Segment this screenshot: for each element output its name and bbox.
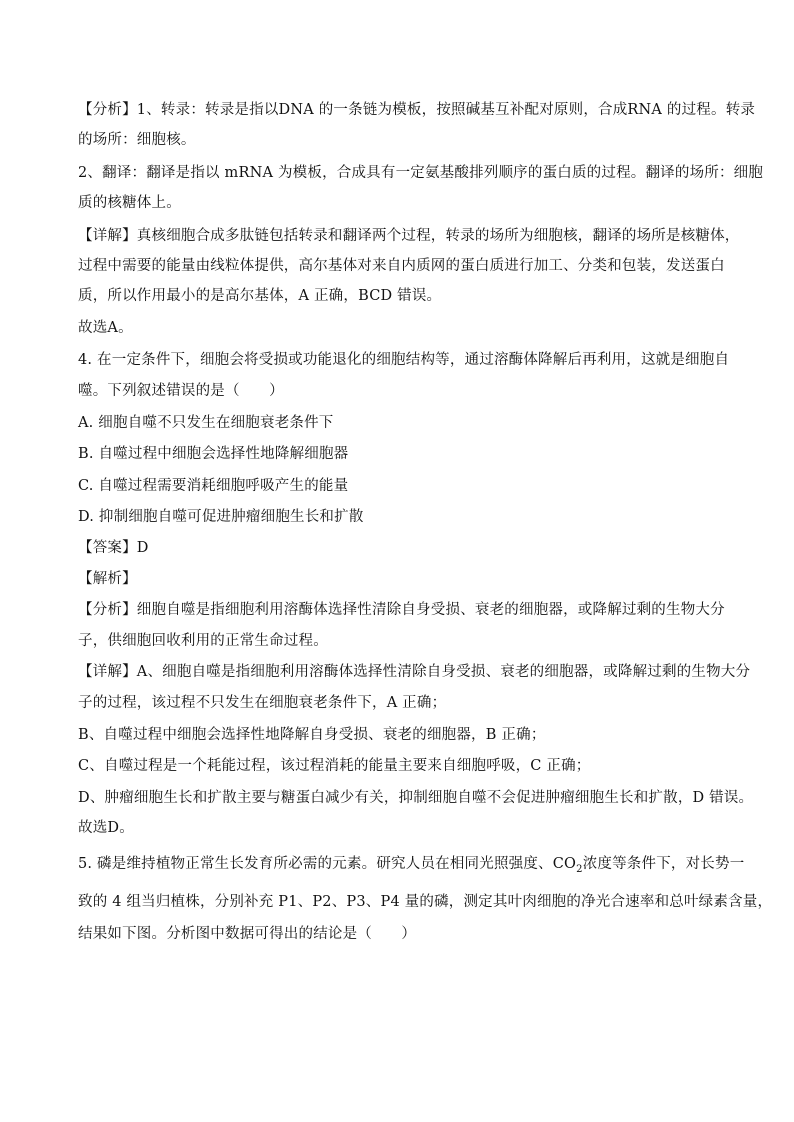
question-5-line-1-start: 5. 磷是维持植物正常生长发育所必需的元素。研究人员在相同光照强度、 [78,856,553,872]
question-4-option-a: A. 细胞自噬不只发生在细胞衰老条件下 [78,415,334,431]
analysis-translation-line-2: 质的核糖体上。 [78,195,181,211]
analysis-translation-line-1: 2、翻译：翻译是指以 mRNA 为模板，合成具有一定氨基酸排列顺序的蛋白质的过程。翻译的场所：细胞 [78,165,764,181]
question-4-stem-line-1: 4. 在一定条件下，细胞会将受损或功能退化的细胞结构等，通过溶酶体降解后再利用，这就是细胞自 [78,352,730,368]
question-4-detail-line-4: C、自噬过程是一个耗能过程，该过程消耗的能量主要来自细胞呼吸，C 正确； [78,758,591,774]
co2-formula [552,856,583,875]
question-4-detail-line-5: D、肿瘤细胞生长和扩散主要与糖蛋白减少有关，抑制细胞自噬不会促进肿瘤细胞生长和扩散，D 错误。 [78,790,754,806]
question-4-final-choice: 故选D。 [78,820,134,836]
detail-line-3: 质，所以作用最小的是高尔基体，A 正确，BCD 错误。 [78,288,442,304]
question-5-stem-line-2: 致的 4 组当归植株，分别补充 P1、P2、P3、P4 量的磷，测定其叶肉细胞的净光合速率和总叶绿素含量， [78,894,773,910]
question-4-analysis-line-2: 子，供细胞回收利用的正常生命过程。 [78,633,328,649]
co2-main: CO [552,856,577,872]
question-4-option-c: C. 自噬过程需要消耗细胞呼吸产生的能量 [78,478,349,494]
question-4-option-b: B. 自噬过程中细胞会选择性地降解细胞器 [78,446,349,462]
analysis-transcription-line-1: 【分析】1、转录：转录是指以DNA 的一条链为模板，按照碱基互补配对原则，合成RNA 的过程。转录 [78,102,756,118]
question-4-analysis-line-1: 【分析】细胞自噬是指细胞利用溶酶体选择性清除自身受损、衰老的细胞器，或降解过剩的生物大分 [78,602,725,618]
question-4-detail-line-1: 【详解】A、细胞自噬是指细胞利用溶酶体选择性清除自身受损、衰老的细胞器，或降解过剩的生物大分 [78,664,751,680]
answer-choice-line: 故选A。 [78,320,133,336]
detail-line-1: 【详解】真核细胞合成多肽链包括转录和翻译两个过程，转录的场所为细胞核，翻译的场所是核糖体， [78,228,740,244]
question-5-stem-line-1 [78,854,745,875]
co2-subscript: 2 [576,863,583,875]
detail-line-2: 过程中需要的能量由线粒体提供，高尔基体对来自内质网的蛋白质进行加工、分类和包装，发送蛋白 [78,258,725,274]
question-4-detail-line-2: 子的过程，该过程不只发生在细胞衰老条件下，A 正确； [78,695,447,711]
question-4-option-d: D. 抑制细胞自噬可促进肿瘤细胞生长和扩散 [78,509,364,525]
question-4-stem-line-2: 噬。下列叙述错误的是（ ） [78,383,284,399]
question-5-line-1-end: 浓度等条件下，对长势一 [582,856,745,872]
analysis-transcription-line-2: 的场所：细胞核。 [78,132,196,148]
question-4-explanation-heading: 【解析】 [78,571,137,587]
question-4-answer: 【答案】D [78,540,149,556]
question-5-stem-line-3: 结果如下图。分析图中数据可得出的结论是（ ） [78,926,417,942]
question-4-detail-line-3: B、自噬过程中细胞会选择性地降解自身受损、衰老的细胞器，B 正确； [78,727,546,743]
